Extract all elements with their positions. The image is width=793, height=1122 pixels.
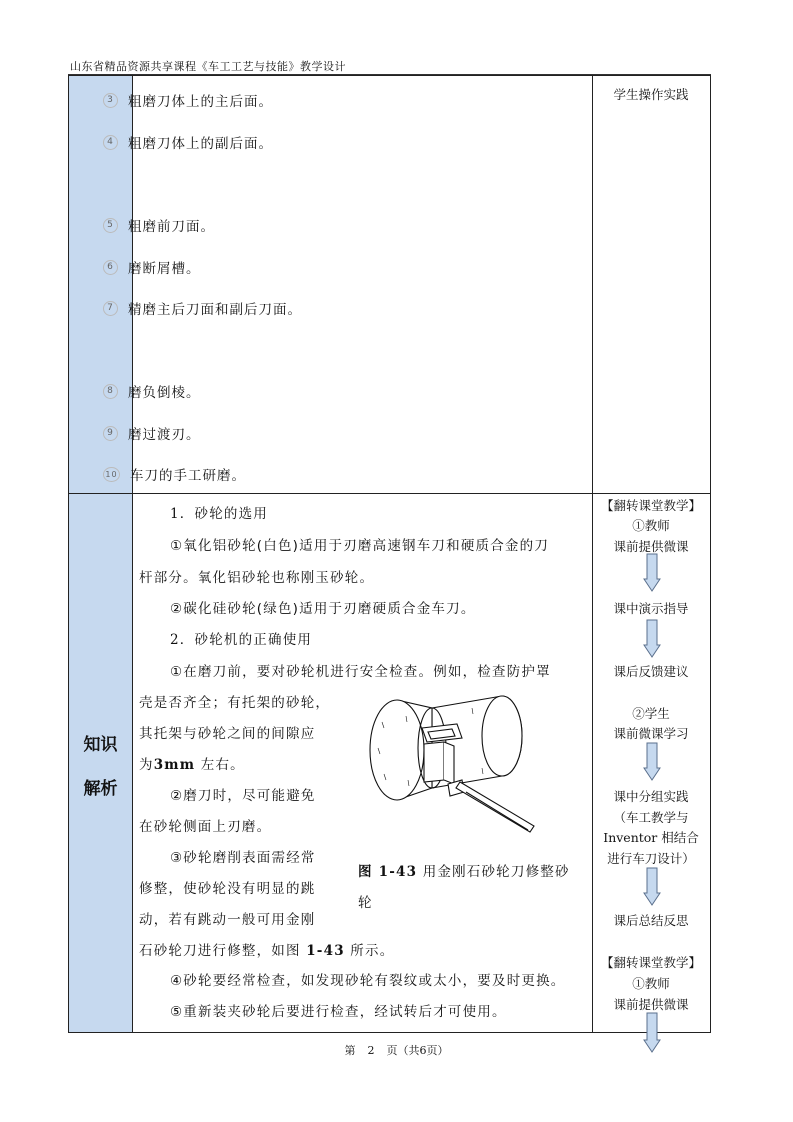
flow-text: 课后总结反思 [613,913,689,928]
paragraph-line: 动，若有跳动一般可用金刚 [139,912,316,928]
down-arrow-icon [643,619,661,659]
paragraph-line: 在砂轮侧面上刃磨。 [139,819,272,835]
step-number: 5 [103,218,118,233]
flow-heading: 【翻转课堂教学】 [600,955,701,970]
flow-heading: 【翻转课堂教学】 [600,498,701,513]
step-text: 磨负倒棱。 [128,385,201,401]
activity-note: 学生操作实践 [613,87,689,102]
paragraph-line: 其托架与砂轮之间的间隙应 [139,726,316,742]
step-text: 磨过渡刃。 [128,427,201,443]
step-number: 10 [103,467,120,482]
section-label-2: 解析 [83,779,118,799]
flow-text: 课前微课学习 [613,726,689,741]
paragraph-line [139,939,394,959]
figure-caption [358,860,570,880]
paragraph-line: ①在磨刀前，要对砂轮机进行安全检查。例如，检查防护罩 [170,664,551,680]
step-number: 4 [103,135,118,150]
paragraph-line: 修整，使砂轮没有明显的跳 [139,881,316,897]
page-number: 2 [367,1044,375,1057]
flow-text: ②学生 [632,706,670,721]
paragraph-line: ③砂轮磨削表面需经常 [170,850,316,866]
footer-prefix: 第 [344,1044,356,1057]
text-run: 左右。 [195,757,245,773]
flow-text: 进行车刀设计） [607,851,695,866]
down-arrow-icon [643,553,661,593]
figure-label: 图 1-43 [358,864,418,880]
page-footer [0,1042,793,1058]
figure-caption-text: 用金刚石砂轮刀修整砂 [422,864,570,880]
text-run: 所示。 [344,943,395,959]
step-number: 8 [103,384,118,399]
step-text: 粗磨刀体上的主后面。 [128,94,273,110]
step-text: 磨断屑槽。 [128,261,201,277]
text-run: 石砂轮刀进行修整，如图 [139,943,307,959]
paragraph-line [139,753,245,773]
paragraph-line: ①氧化铝砂轮(白色)适用于刃磨高速钢车刀和硬质合金的刀 [170,538,550,554]
paragraph-line: ④砂轮要经常检查，如发现砂轮有裂纹或太小，要及时更换。 [170,973,566,989]
paragraph-line: 壳是否齐全；有托架的砂轮， [139,695,331,711]
down-arrow-icon [643,867,661,907]
step-text: 车刀的手工研磨。 [130,468,246,484]
step-number: 6 [103,260,118,275]
step-item [103,90,273,110]
step-item [103,298,302,318]
section-title-1: 1．砂轮的选用 [170,506,268,522]
row-divider [69,493,710,494]
flow-text: Inventor 相结合 [603,830,699,845]
grinding-wheel-figure [362,688,547,843]
section-label-1: 知识 [83,735,118,755]
flow-text: 课后反馈建议 [613,664,689,679]
flow-text: 课中分组实践 [613,789,689,804]
down-arrow-icon [643,742,661,782]
footer-suffix: 页（共6页） [386,1044,449,1057]
page-header: 山东省精品资源共享课程《车工工艺与技能》教学设计 [70,60,346,73]
text-run-bold: 3mm [153,757,196,773]
step-text: 粗磨前刀面。 [128,219,215,235]
step-number: 7 [103,301,118,316]
step-number: 3 [103,93,118,108]
paragraph-line: ②碳化硅砂轮(绿色)适用于刃磨硬质合金车刀。 [170,601,476,617]
flow-text: ①教师 [632,976,670,991]
paragraph-line: 杆部分。氧化铝砂轮也称刚玉砂轮。 [139,570,375,586]
flow-text: 课前提供微课 [613,539,689,554]
figure-caption-line2: 轮 [358,895,373,911]
flow-text: 课前提供微课 [613,997,689,1012]
step-item [103,381,201,401]
flow-text: （车工教学与 [613,810,689,825]
step-item [103,132,273,152]
step-text: 粗磨刀体上的副后面。 [128,136,273,152]
step-item [103,257,201,277]
step-item [103,215,215,235]
paragraph-line: ②磨刀时，尽可能避免 [170,788,316,804]
step-text: 精磨主后刀面和副后刀面。 [128,302,302,318]
text-run-bold: 1-43 [306,943,345,959]
step-number: 9 [103,426,118,441]
text-run: 为 [139,757,154,773]
step-item [103,423,201,443]
flow-text: ①教师 [632,518,670,533]
section-title-2: 2．砂轮机的正确使用 [170,632,313,648]
step-item [103,464,246,484]
flow-text: 课中演示指导 [613,601,689,616]
paragraph-line: ⑤重新装夹砂轮后要进行检查，经试转后才可使用。 [170,1004,507,1020]
